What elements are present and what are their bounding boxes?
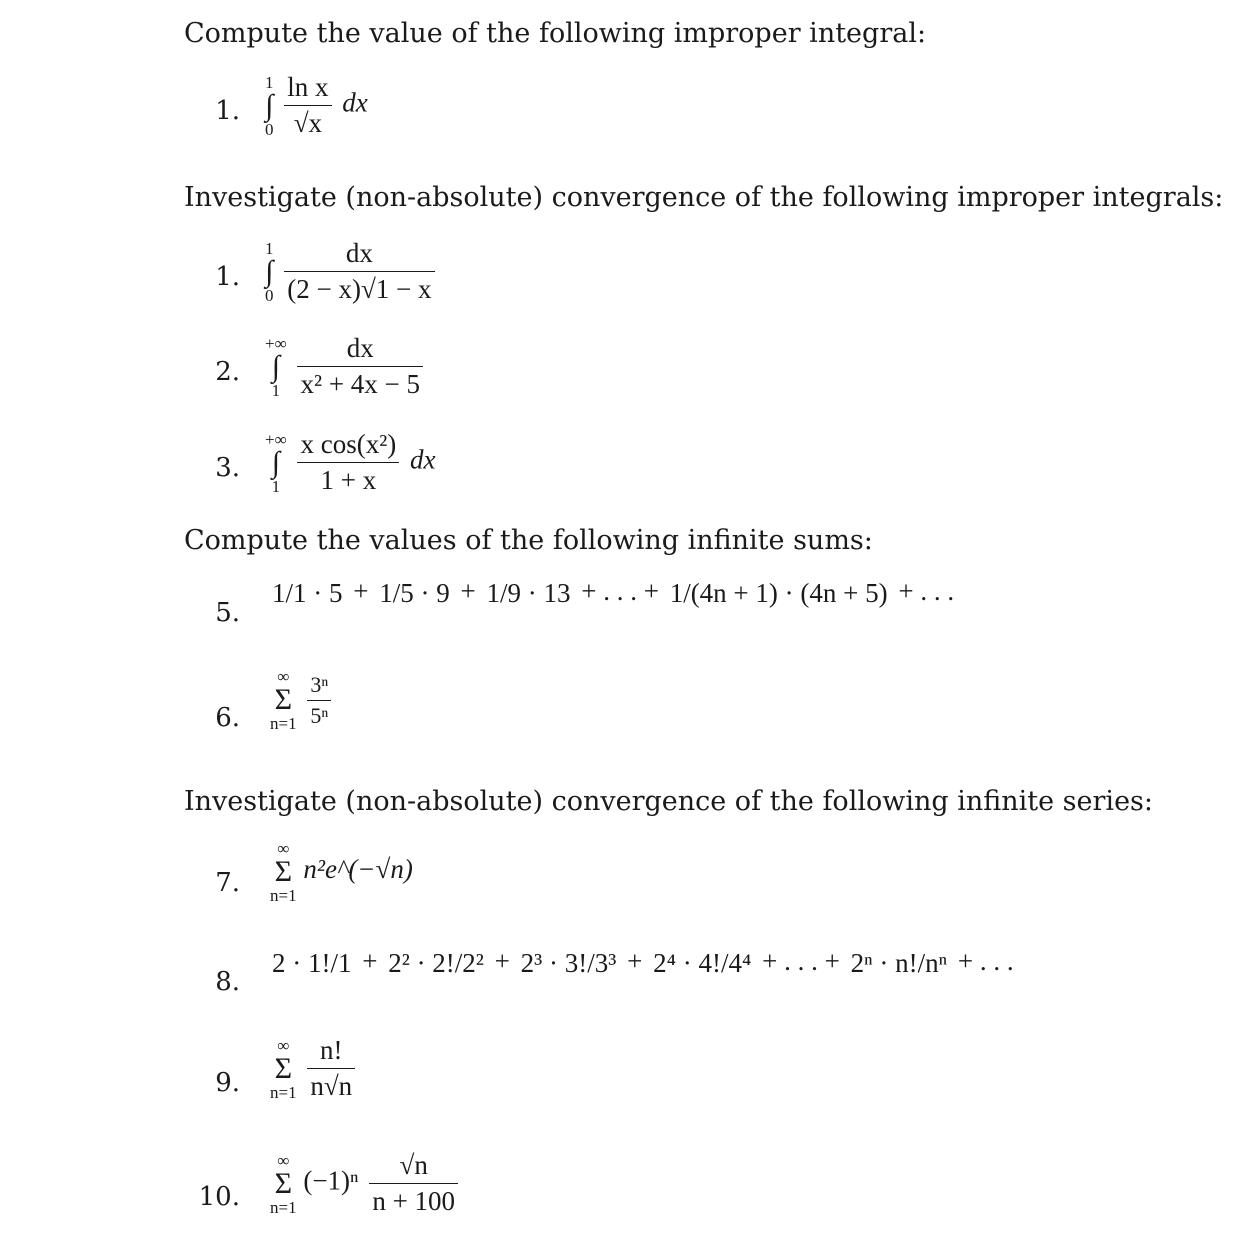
series-expression: 2 · 1!/1 + 2² · 2!/2² + 2³ · 3!/3³ + 2⁴ · 4!/4⁴ + . . . + 2ⁿ · n!/nⁿ + . . . — [272, 946, 1014, 979]
term: 2ⁿ · n!/nⁿ — [850, 948, 948, 979]
integral-expression: 1 ∫ 0 $\frac{dx}{(2 - x)√1 - x}$ — [265, 238, 439, 305]
integral-expression: +∞ ∫ 1 $\frac{dx}{\text{x² + 4x − 5}}$ — [265, 333, 427, 400]
series-expression: ∞ Σ n=1 $\frac{n!}{n√n}$ — [270, 1035, 359, 1102]
item-number: 8. — [215, 967, 240, 997]
term: 1/(4n + 1) · (4n + 5) — [669, 578, 888, 609]
item-number: 2. — [215, 357, 240, 387]
sum-expression: 1/1 · 5 + 1/5 · 9 + 1/9 · 13 + . . . + 1/(4n + 1) · (4n + 5) + . . . — [272, 576, 955, 609]
integral-expression: 1 ∫ 0 $\frac{\text{ln x}}{√x}$ dx — [265, 72, 368, 139]
integral-expression: +∞ ∫ 1 $\frac{\text{x cos(x²)}}{1 + x}$ dx — [265, 429, 436, 496]
term: 2³ · 3!/3³ — [520, 948, 617, 979]
item-number: 5. — [215, 598, 240, 628]
term: 1/5 · 9 — [379, 578, 450, 609]
item-number: 10. — [198, 1182, 240, 1212]
sum-expression: ∞ Σ n=1 $\frac{\text{3ⁿ}}{\text{5ⁿ}}$ — [270, 668, 335, 732]
term: 2² · 2!/2² — [388, 948, 484, 979]
item-number: 1. — [215, 96, 240, 126]
item-number: 1. — [215, 262, 240, 292]
item-number: 6. — [215, 703, 240, 733]
section-heading-4: Investigate (non-absolute) convergence of the following infinite series: — [184, 786, 1153, 817]
item-number: 9. — [215, 1068, 240, 1098]
term: 1/1 · 5 — [272, 578, 343, 609]
term: 2 · 1!/1 — [272, 948, 352, 979]
series-expression: ∞ Σ n=1 n²e^(−√n) — [270, 839, 413, 905]
term: 1/9 · 13 — [486, 578, 571, 609]
section-heading-2: Investigate (non-absolute) convergence of the following improper integrals: — [184, 182, 1224, 213]
term: 2⁴ · 4!/4⁴ — [653, 948, 752, 979]
section-heading-3: Compute the values of the following infinite sums: — [184, 525, 873, 556]
item-number: 7. — [215, 868, 240, 898]
series-expression: ∞ Σ n=1 (−1)ⁿ $\frac{√n}{n + 100}$ — [270, 1150, 462, 1217]
item-number: 3. — [215, 453, 240, 483]
section-heading-1: Compute the value of the following improper integral: — [184, 18, 927, 49]
